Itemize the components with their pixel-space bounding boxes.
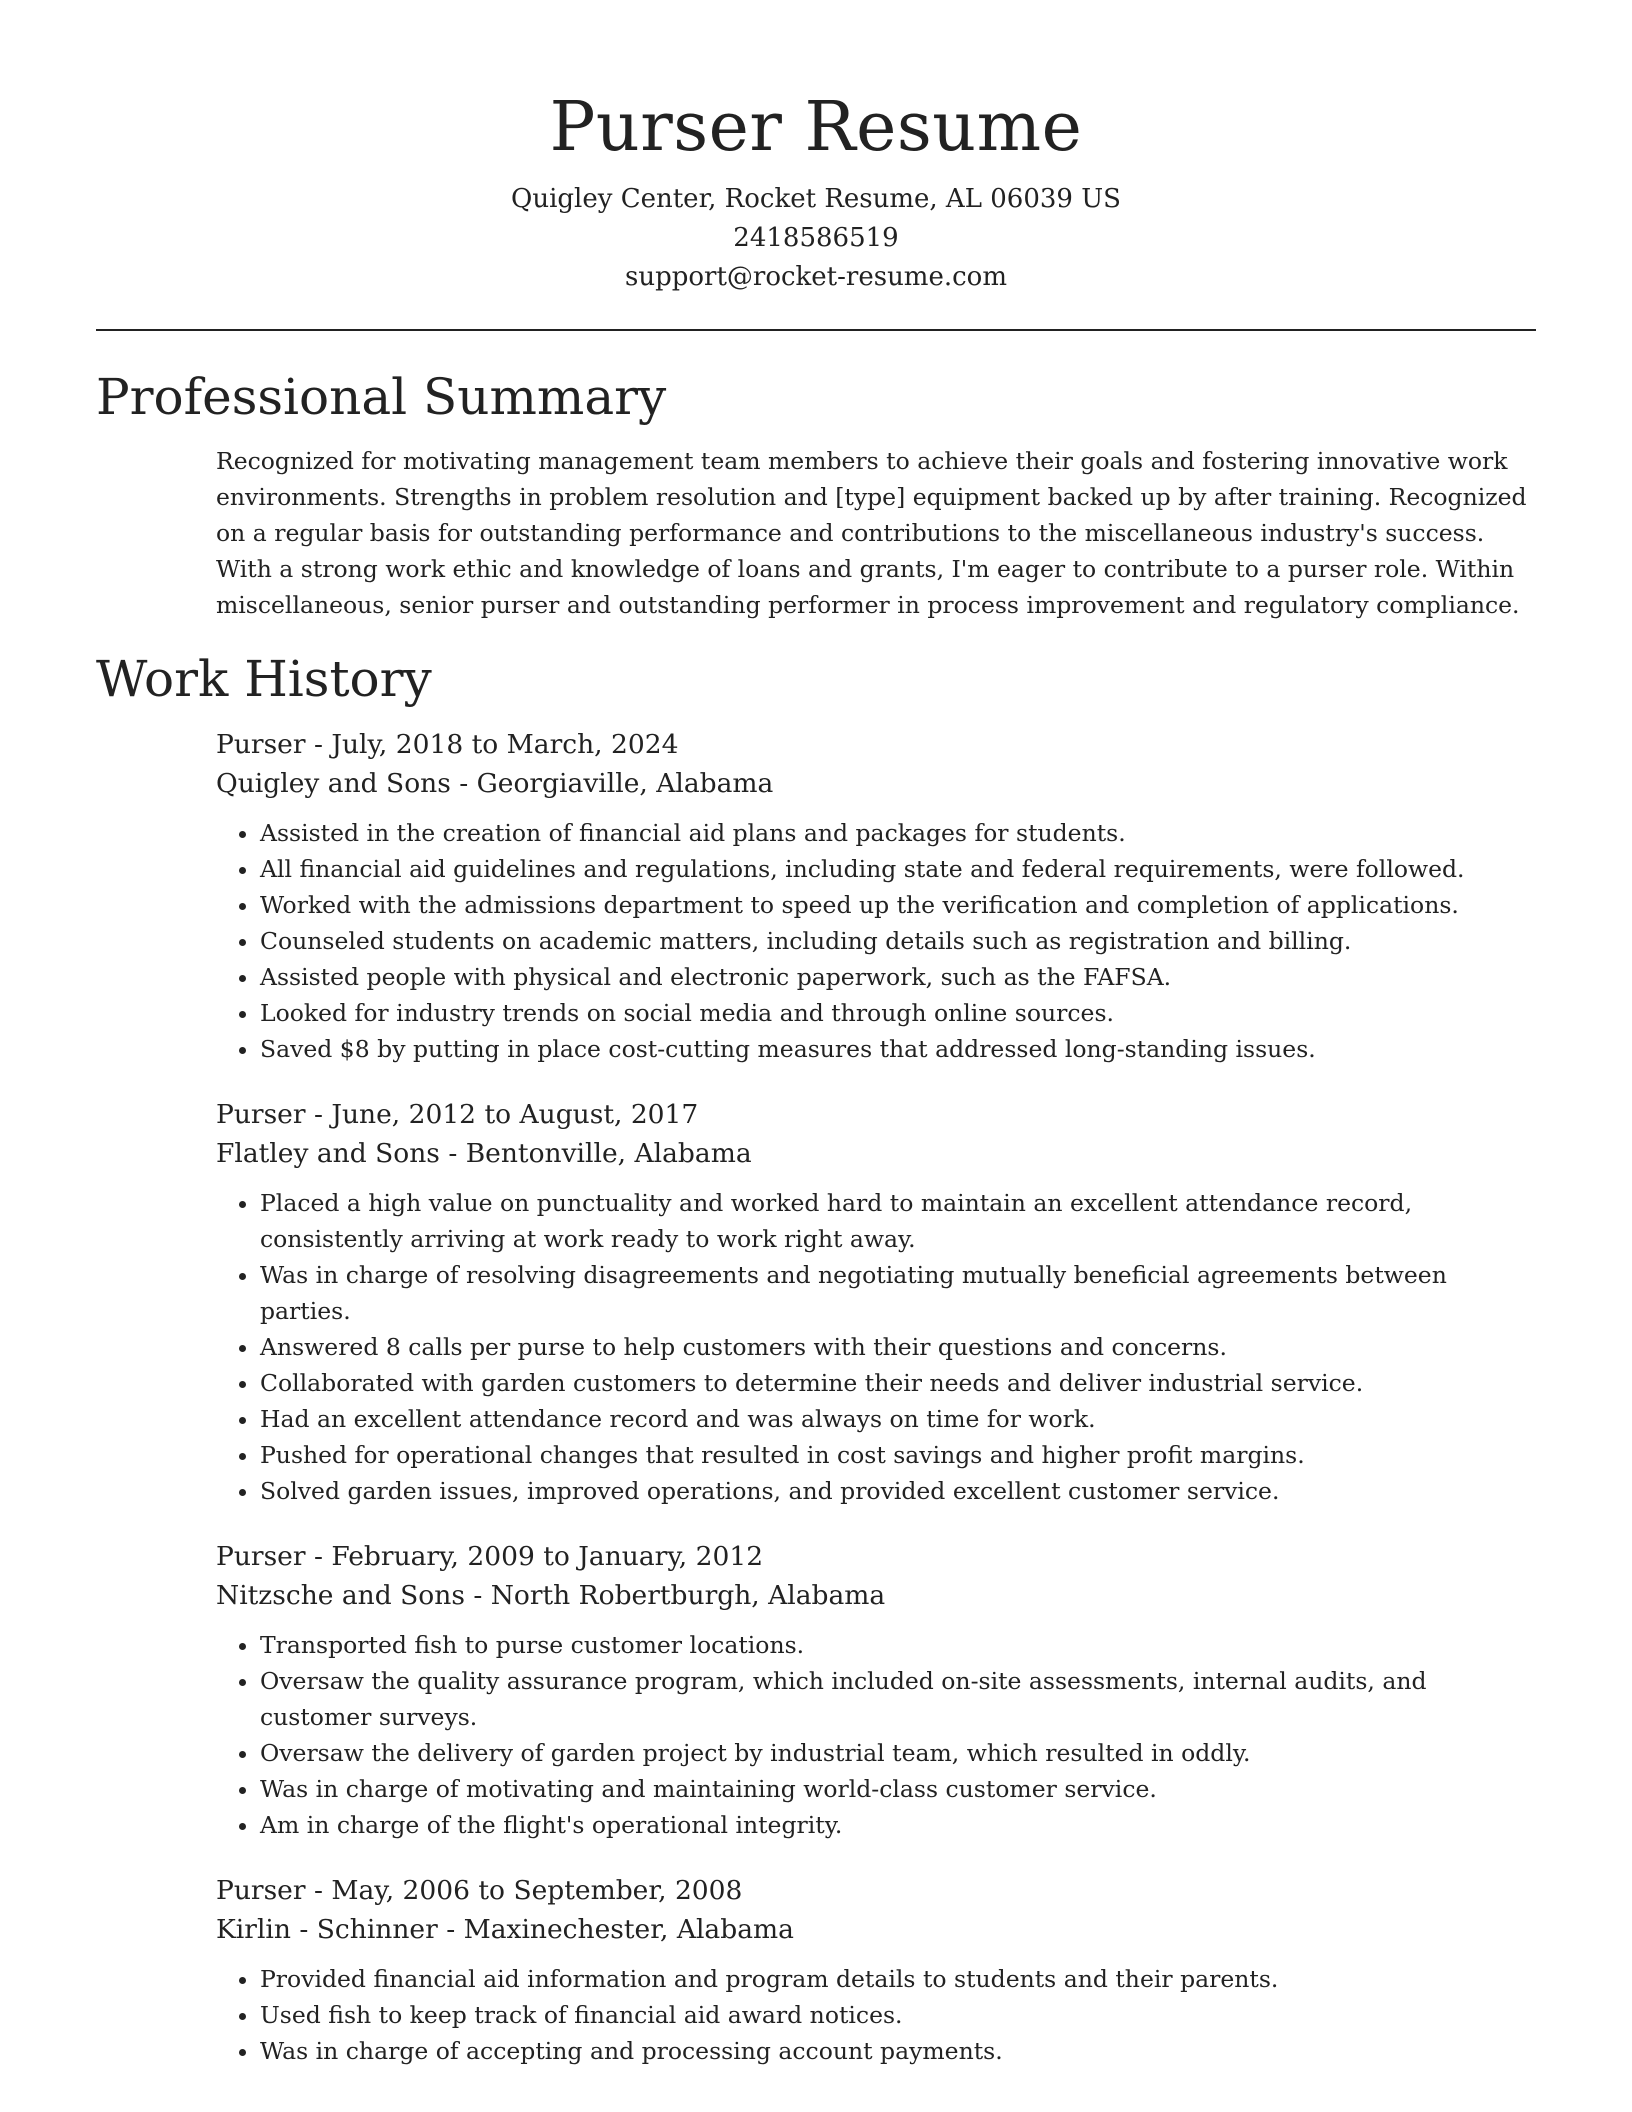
- job-title: Purser - May, 2006 to September, 2008: [216, 1875, 743, 1906]
- job-bullet: • Transported fish to purse customer locations.: [260, 1627, 1536, 1663]
- job-bullet: • Was in charge of resolving disagreements and negotiating mutually beneficial agreements between parties.: [260, 1257, 1536, 1329]
- job-title: Purser - July, 2018 to March, 2024: [216, 729, 679, 760]
- resume-title: Purser Resume: [549, 88, 1083, 167]
- job-bullet: • Worked with the admissions department to speed up the verification and completion of applications.: [260, 887, 1536, 923]
- job-bullet: • Counseled students on academic matters, including details such as registration and billing.: [260, 923, 1536, 959]
- job-bullet: • Was in charge of motivating and maintaining world-class customer service.: [260, 1771, 1536, 1807]
- summary-heading: Professional Summary: [96, 368, 667, 426]
- job-bullet-list: [216, 815, 1536, 1067]
- job-company: Nitzsche and Sons - North Robertburgh, Alabama: [216, 1580, 886, 1611]
- contact-address: Quigley Center, Rocket Resume, AL 06039 US: [511, 184, 1121, 214]
- resume-page: [96, 0, 1536, 2069]
- job-company: Kirlin - Schinner - Maxinechester, Alabama: [216, 1914, 794, 1945]
- work-history-heading: Work History: [96, 650, 432, 708]
- header-divider: [96, 329, 1536, 331]
- job-bullet: • Used fish to keep track of financial aid award notices.: [260, 1997, 1536, 2033]
- contact-phone: 2418586519: [733, 223, 899, 253]
- job-bullet: • Pushed for operational changes that resulted in cost savings and higher profit margins.: [260, 1437, 1536, 1473]
- job-bullet: • Solved garden issues, improved operations, and provided excellent customer service.: [260, 1473, 1536, 1509]
- job-bullet: • Saved $8 by putting in place cost-cutting measures that addressed long-standing issues.: [260, 1031, 1536, 1067]
- job-entry: [216, 1537, 1536, 1843]
- job-bullet: • Am in charge of the flight's operational integrity.: [260, 1807, 1536, 1843]
- job-bullet: • Assisted in the creation of financial aid plans and packages for students.: [260, 815, 1536, 851]
- job-bullet-list: [216, 1627, 1536, 1843]
- job-bullet: • All financial aid guidelines and regulations, including state and federal requirements, were followed.: [260, 851, 1536, 887]
- summary-text: Recognized for motivating management team members to achieve their goals and fostering innovative work environments. Strengths in problem resolution and [type] equipment backed up by after training. Recognized on a regular basis for outstanding performance and contributions to the miscellaneous industry's success. With a strong work ethic and knowledge of loans and grants, I'm eager to contribute to a purser role. Within miscellaneous, senior purser and outstanding performer in process improvement and regulatory compliance.: [216, 447, 1527, 619]
- job-bullet: • Looked for industry trends on social media and through online sources.: [260, 995, 1536, 1031]
- job-entry: [216, 1095, 1536, 1509]
- job-title: Purser - June, 2012 to August, 2017: [216, 1099, 699, 1130]
- job-company: Quigley and Sons - Georgiaville, Alabama: [216, 768, 774, 799]
- job-company: Flatley and Sons - Bentonville, Alabama: [216, 1138, 752, 1169]
- job-bullet: • Provided financial aid information and program details to students and their parents.: [260, 1961, 1536, 1997]
- job-bullet: • Answered 8 calls per purse to help customers with their questions and concerns.: [260, 1329, 1536, 1365]
- job-bullet-list: [216, 1185, 1536, 1509]
- contact-block: [96, 180, 1536, 297]
- job-bullet: • Oversaw the delivery of garden project by industrial team, which resulted in oddly.: [260, 1735, 1536, 1771]
- job-title: Purser - February, 2009 to January, 2012: [216, 1541, 764, 1572]
- contact-email: support@rocket-resume.com: [624, 262, 1007, 292]
- job-bullet-list: [216, 1961, 1536, 2069]
- job-bullet: • Assisted people with physical and electronic paperwork, such as the FAFSA.: [260, 959, 1536, 995]
- job-bullet: • Placed a high value on punctuality and worked hard to maintain an excellent attendance record, consistently arriving at work ready to work right away.: [260, 1185, 1536, 1257]
- job-entry: [216, 725, 1536, 1067]
- job-bullet: • Collaborated with garden customers to determine their needs and deliver industrial service.: [260, 1365, 1536, 1401]
- job-bullet: • Oversaw the quality assurance program, which included on-site assessments, internal audits, and customer surveys.: [260, 1663, 1536, 1735]
- job-entry: [216, 1871, 1536, 2069]
- job-bullet: • Had an excellent attendance record and was always on time for work.: [260, 1401, 1536, 1437]
- job-bullet: • Was in charge of accepting and processing account payments.: [260, 2033, 1536, 2069]
